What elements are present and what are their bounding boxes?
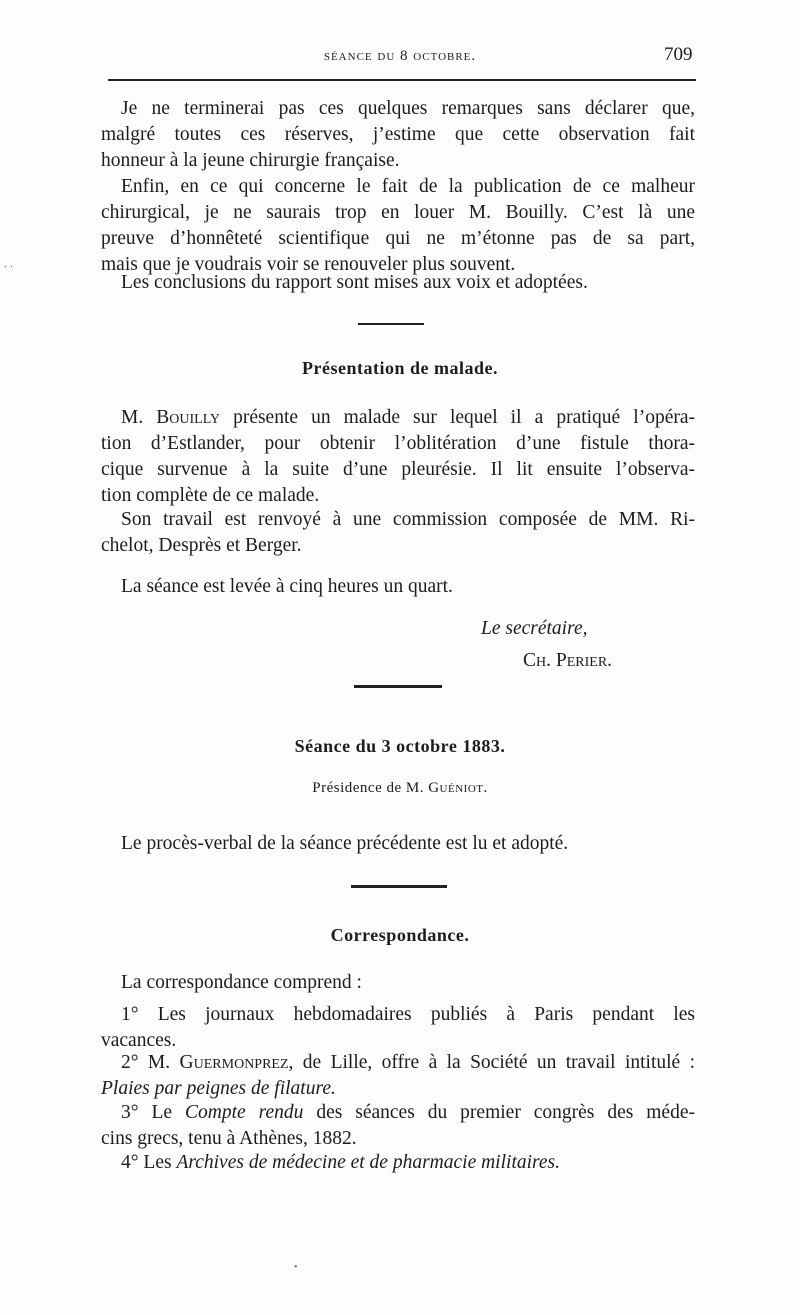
text-line: [101, 405, 695, 431]
paragraph-publication: [101, 174, 695, 278]
text-line: chirurgical, je ne saurais trop en louer M. Bouilly. C’est là une: [101, 202, 695, 223]
text-segment: des séances du premier congrès des méde-: [303, 1102, 695, 1123]
text-line: vacances.: [101, 1030, 177, 1051]
scan-speck: •: [294, 1262, 298, 1273]
text-line: La correspondance comprend :: [121, 972, 362, 993]
text-line: Le procès-verbal de la séance précédente est lu et adopté.: [121, 833, 569, 854]
text-prefix: 3° Le: [121, 1102, 185, 1123]
text-line: honneur à la jeune chirurgie française.: [101, 150, 400, 171]
text-line: tion complète de ce malade.: [101, 485, 320, 506]
section-title-presentation: Présentation de malade.: [302, 358, 498, 378]
text-segment: , de Lille, offre à la Société un travail intitulé :: [288, 1052, 695, 1073]
paragraph-remarks: [101, 96, 695, 174]
paragraph-conclusions: [101, 270, 695, 296]
section-divider: [351, 885, 447, 888]
paragraph-commission: [101, 507, 695, 559]
text-line: [101, 1050, 695, 1076]
signature-role: Le secrétaire,: [481, 618, 588, 639]
text-line: cique survenue à la suite d’une pleurésie. Il lit ensuite l’observa-: [101, 459, 695, 480]
text-line: Son travail est renvoyé à une commission composée de MM. Ri-: [121, 509, 695, 530]
work-title: Archives de médecine et de pharmacie militaires.: [176, 1152, 561, 1173]
text-line: chelot, Desprès et Berger.: [101, 535, 302, 556]
section-title-correspondance: Correspondance.: [330, 925, 470, 945]
list-item-3: [101, 1100, 695, 1152]
text-line: tion d’Estlander, pour obtenir l’oblitération d’une fistule thora-: [101, 433, 695, 454]
work-title: Compte rendu: [185, 1102, 304, 1123]
text-line: malgré toutes ces réserves, j’estime que cette observation fait: [101, 124, 695, 145]
presidence-line: [0, 780, 800, 797]
text-line: preuve d’honnêteté scientifique qui ne m’étonne pas de sa part,: [101, 228, 695, 249]
page-number: 709: [664, 44, 693, 65]
text-line: 1° Les journaux hebdomadaires publiés à Paris pendant les: [121, 1004, 695, 1025]
text-line: Les conclusions du rapport sont mises aux voix et adoptées.: [121, 272, 588, 293]
presidence-prefix: Présidence de M.: [312, 780, 429, 796]
text-segment: présente un malade sur lequel il a pratiqué l’opéra-: [220, 407, 695, 428]
text-line: La séance est levée à cinq heures un quart.: [121, 576, 453, 597]
text-line: cins grecs, tenu à Athènes, 1882.: [101, 1128, 357, 1149]
president-name: Guéniot.: [428, 780, 488, 796]
text-line: Je ne terminerai pas ces quelques remarques sans déclarer que,: [121, 98, 695, 119]
header-rule: [108, 79, 696, 81]
paragraph-correspondance-intro: [101, 970, 695, 996]
scan-speck: · ·: [4, 262, 14, 273]
section-divider: [354, 685, 442, 688]
signature-name: Ch. Perier.: [523, 650, 613, 671]
text-line: mais que je voudrais voir se renouveler plus souvent.: [101, 254, 516, 275]
person-name: Bouilly: [156, 407, 220, 428]
running-header: séance du 8 octobre.: [323, 48, 477, 64]
paragraph-levee: [101, 574, 695, 600]
text-prefix: 2° M.: [121, 1052, 180, 1073]
text-line: [101, 1100, 695, 1126]
paragraph-presentation: [101, 405, 695, 509]
paragraph-proces-verbal: [101, 831, 695, 857]
text-line: [101, 1150, 695, 1176]
text-prefix: M.: [121, 407, 157, 428]
work-title: Plaies par peignes de filature.: [101, 1078, 336, 1099]
list-item-4: [101, 1150, 695, 1176]
seance-title: Séance du 3 octobre 1883.: [294, 736, 506, 756]
list-item-1: [101, 1002, 695, 1054]
section-divider: [358, 323, 424, 325]
list-item-2: [101, 1050, 695, 1102]
text-prefix: 4° Les: [121, 1152, 177, 1173]
text-line: Enfin, en ce qui concerne le fait de la publication de ce malheur: [121, 176, 695, 197]
person-name: Guermonprez: [179, 1052, 289, 1073]
